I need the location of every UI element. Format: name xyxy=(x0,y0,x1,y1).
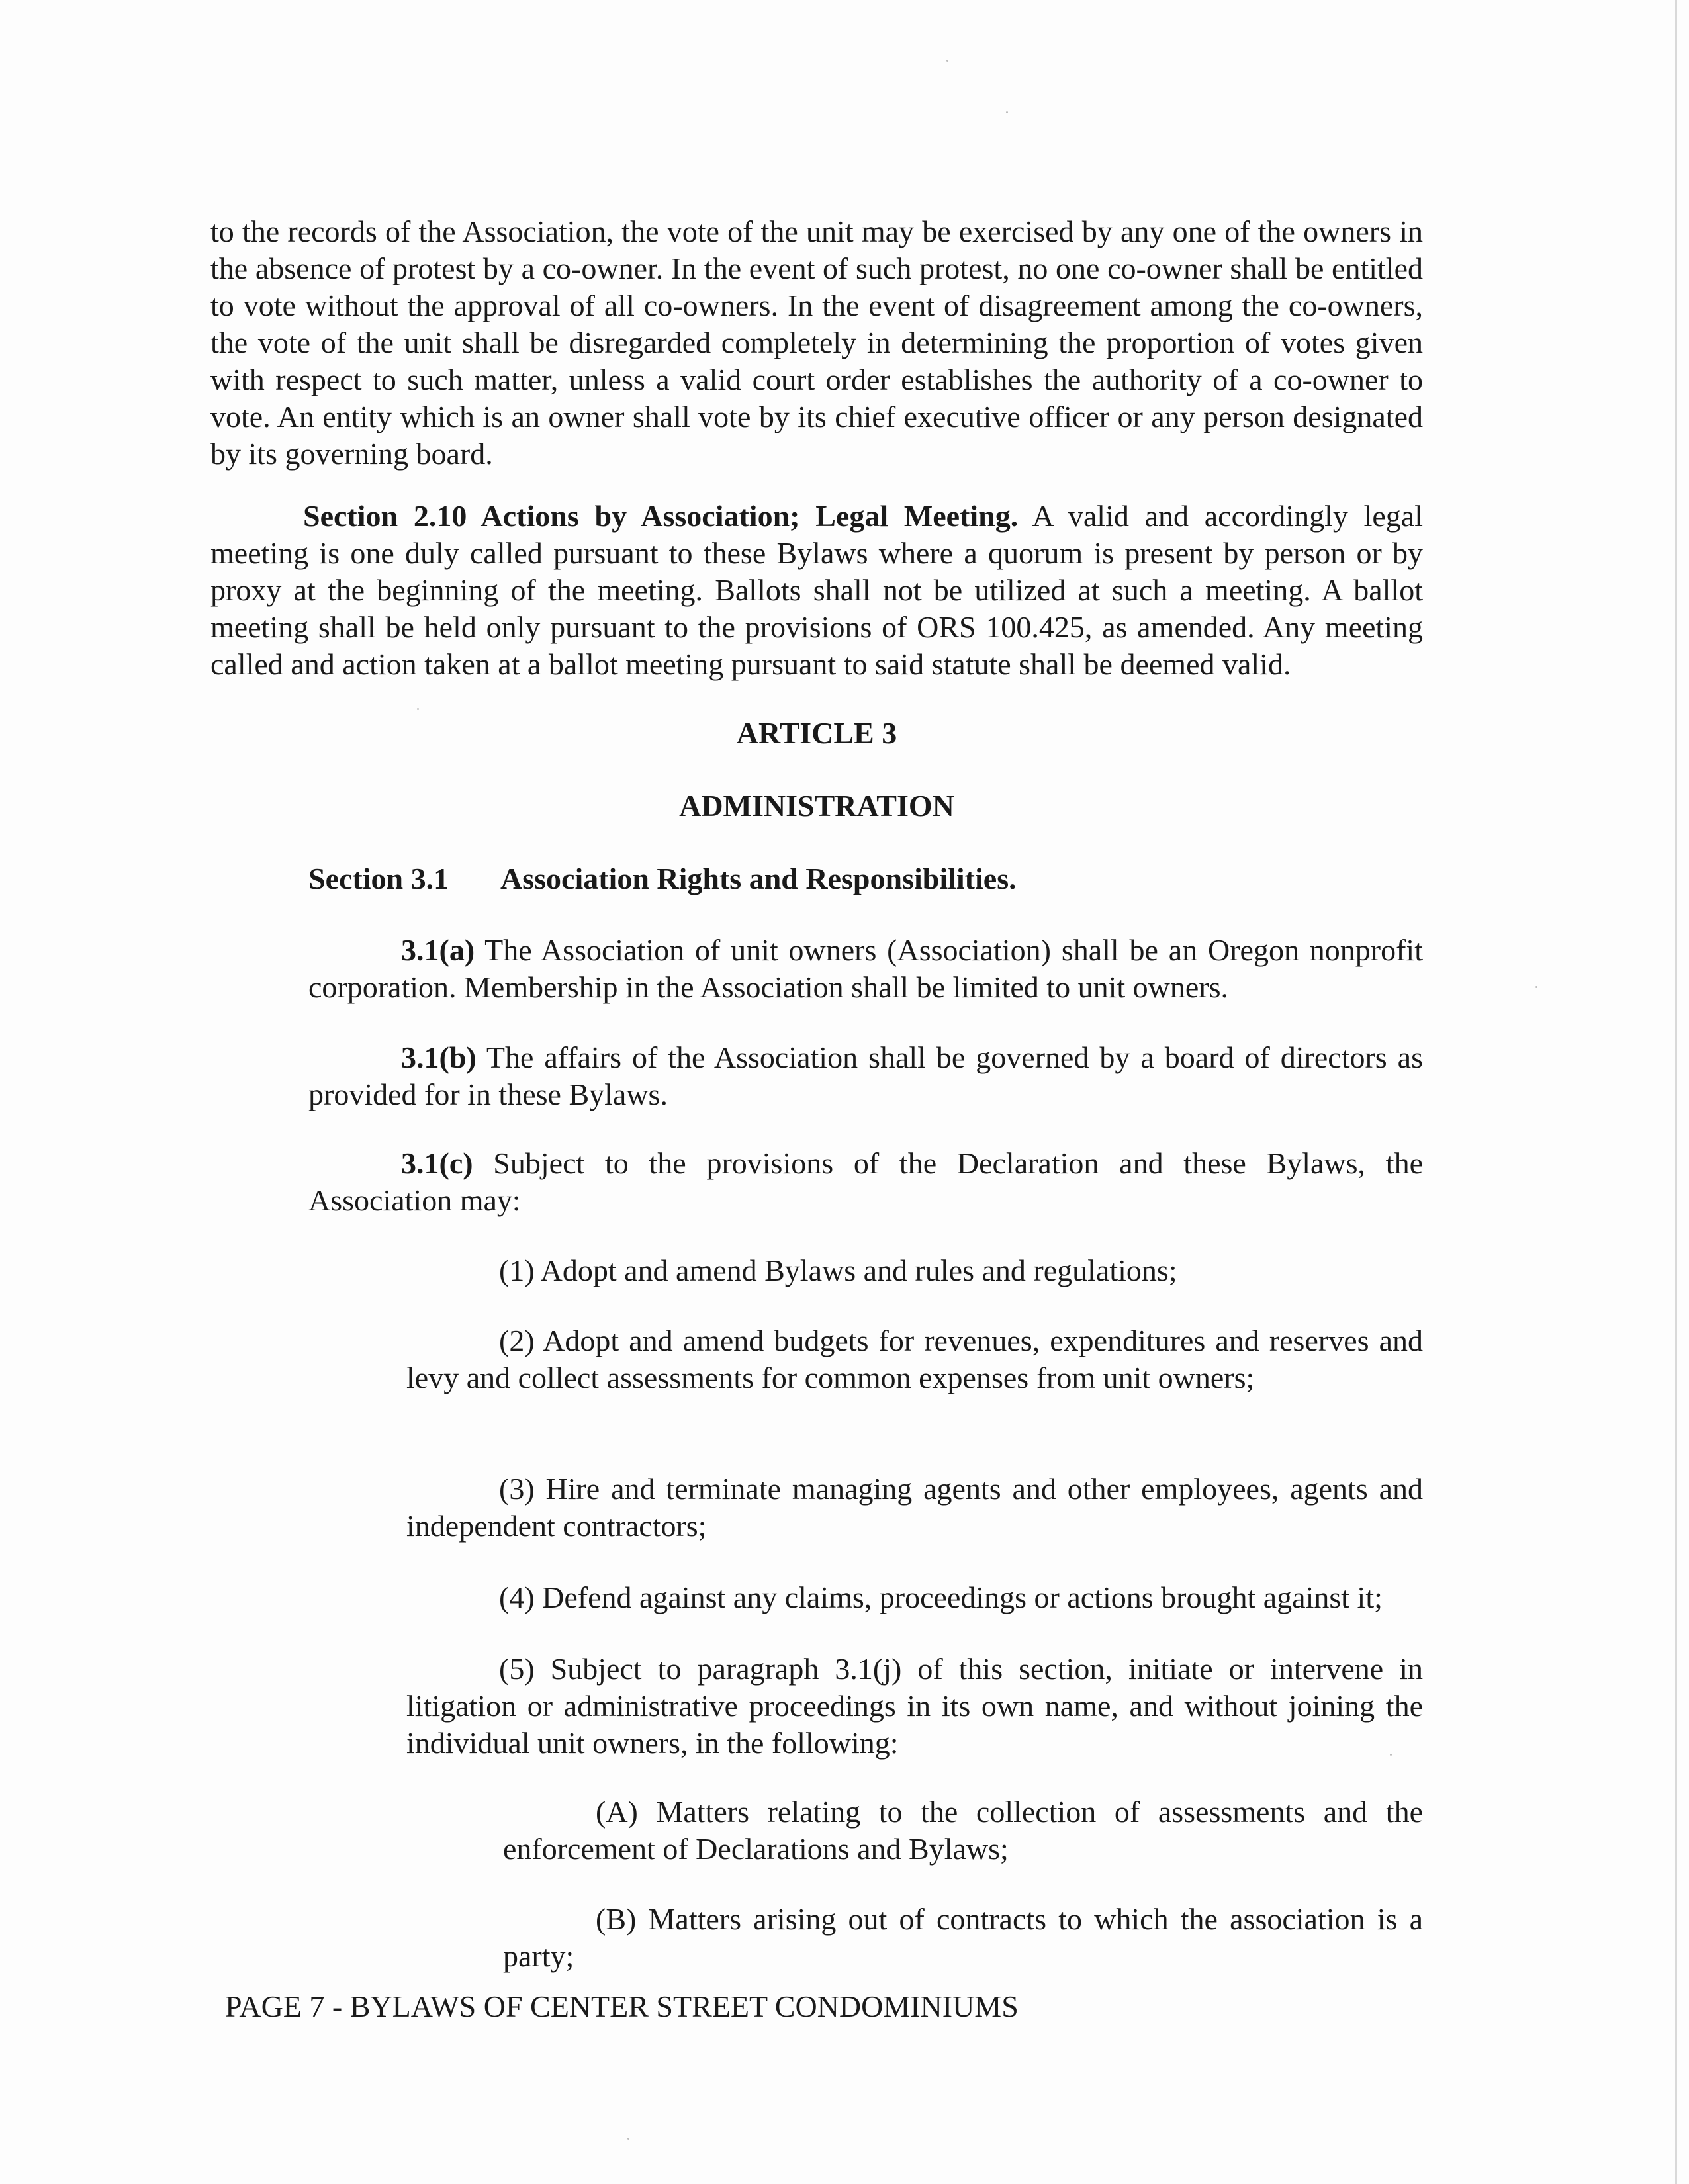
scan-speck xyxy=(627,2138,629,2140)
article-number: ARTICLE 3 xyxy=(736,716,897,750)
section-3-1-heading xyxy=(308,860,1017,897)
list-item-1: (1) Adopt and amend Bylaws and rules and regulations; xyxy=(499,1253,1177,1287)
scan-speck xyxy=(417,708,419,710)
section-2-10-heading: Section 2.10 Actions by Association; Legal Meeting. xyxy=(303,499,1019,533)
subsection-text: The affairs of the Association shall be governed by a board of directors as provided for in these Bylaws. xyxy=(308,1040,1423,1111)
section-2-10-paragraph xyxy=(210,498,1423,683)
list-item-2: (2) Adopt and amend budgets for revenues, expenditures and reserves and levy and collect assessments for common expenses from unit owners; xyxy=(406,1324,1423,1394)
scan-edge-line xyxy=(1675,0,1677,2184)
section-2-10-body: A valid and accordingly legal meeting is one duly called pursuant to these Bylaws where a quorum is present by person or by proxy at the beginning of the meeting. Ballots shall not be utilized at such a meeting. A ballot meeting shall be held only pursuant to the provisions of ORS 100.425, as amended. Any meeting called and action taken at a ballot meeting pursuant to said statute shall be deemed valid. xyxy=(210,499,1423,681)
scan-speck xyxy=(946,60,948,62)
section-3-1-number: Section 3.1 xyxy=(308,862,449,895)
list-item-3: (3) Hire and terminate managing agents and other employees, agents and independent contractors; xyxy=(406,1472,1423,1543)
subsection-3-1-b xyxy=(308,1039,1423,1113)
scan-speck xyxy=(1006,111,1008,113)
scan-speck xyxy=(1390,1754,1392,1756)
subsection-3-1-c xyxy=(308,1145,1423,1219)
subsection-label: 3.1(a) xyxy=(401,933,475,967)
subsection-label: 3.1(b) xyxy=(401,1040,477,1074)
subsection-text: Subject to the provisions of the Declaration and these Bylaws, the Association may: xyxy=(308,1146,1423,1217)
page-footer: PAGE 7 - BYLAWS OF CENTER STREET CONDOMINIUMS xyxy=(225,1989,1019,2023)
subsection-3-1-a xyxy=(308,932,1423,1006)
list-item-B: (B) Matters arising out of contracts to which the association is a party; xyxy=(503,1902,1423,1973)
section-3-1-title: Association Rights and Responsibilities. xyxy=(500,862,1017,895)
list-item-A: (A) Matters relating to the collection of assessments and the enforcement of Declarations and Bylaws; xyxy=(503,1795,1423,1866)
continuation-paragraph: to the records of the Association, the vote of the unit may be exercised by any one of the owners in the absence of protest by a co-owner. In the event of such protest, no one co-owner shall be entitled to vote without the approval of all co-owners. In the event of disagreement among the co-owners, the vote of the unit shall be disregarded completely in determining the proportion of votes given with respect to such matter, unless a valid court order establishes the authority of a co-owner to vote. An entity which is an owner shall vote by its chief executive officer or any person designated by its governing board. xyxy=(210,214,1423,471)
subsection-label: 3.1(c) xyxy=(401,1146,473,1180)
list-item-5: (5) Subject to paragraph 3.1(j) of this section, initiate or intervene in litigation or administrative proceedings in its own name, and without joining the individual unit owners, in the following: xyxy=(406,1652,1423,1760)
article-title: ADMINISTRATION xyxy=(679,789,954,823)
subsection-text: The Association of unit owners (Association) shall be an Oregon nonprofit corporation. Membership in the Association shall be limited to unit owners. xyxy=(308,933,1423,1004)
list-item-4: (4) Defend against any claims, proceedings or actions brought against it; xyxy=(499,1580,1383,1614)
scan-speck xyxy=(1535,986,1537,988)
